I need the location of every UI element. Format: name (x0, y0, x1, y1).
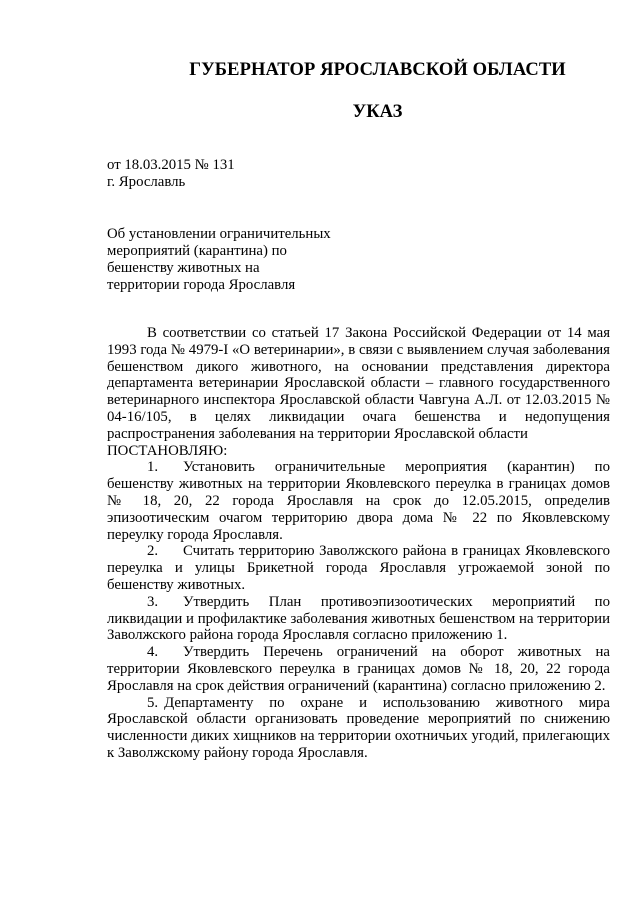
decree-item (107, 644, 610, 694)
item-number: 3. (147, 593, 159, 610)
item-text: Утвердить План противоэпизоотических мероприятий по ликвидации и профилактике заболевания животных бешенством на территории Заволжского района города Ярославля согласно приложению 1. (107, 593, 610, 644)
item-text: Установить ограничительные мероприятия (карантин) по бешенству животных на территории Яковлевского переулка в границах домов № 18, 20, 22 города Ярославля на срок до 12.05.2015, определив эпизоотическим очагом территорию двора дома № 22 по Яковлевскому переулку города Ярославля. (107, 459, 610, 543)
preamble-paragraph: В соответствии со статьей 17 Закона Российской Федерации от 14 мая 1993 года № 4979-I «О ветеринарии», в связи с выявлением случая заболевания бешенством дикого животного, на основании представления директора департамента ветеринарии Ярославской области – главного государственного ветеринарного инспектора Ярославской области Чавгуна А.Л. от 12.03.2015 № 04-16/105, в целях ликвидации очага бешенства и недопущения распространения заболевания на территории Ярославской области (107, 325, 610, 442)
subject-line: бешенству животных на (107, 260, 260, 276)
document-body (107, 325, 610, 762)
decree-item (107, 543, 610, 593)
item-text: Департаменту по охране и использованию животного мира Ярославской области организовать проведение мероприятий по снижению численности диких хищников на территории охотничьих угодий, прилегающих к Заволжскому району города Ярославля. (107, 694, 610, 761)
decree-item (107, 695, 610, 762)
document-type: УКАЗ (352, 102, 403, 122)
subject-line: мероприятий (карантина) по (107, 243, 287, 259)
item-text: Утвердить Перечень ограничений на оборот животных на территории Яковлевского переулка в границах домов № 18, 20, 22 города Ярославля на срок действия ограничений (карантина) согласно приложению 2. (107, 644, 610, 694)
item-number: 1. (147, 459, 159, 476)
date-number: от 18.03.2015 № 131 (107, 157, 235, 173)
city: г. Ярославль (107, 174, 186, 190)
decree-word: ПОСТАНОВЛЯЮ: (107, 442, 228, 459)
subject-line: Об установлении ограничительных (107, 226, 331, 242)
issuing-authority: ГУБЕРНАТОР ЯРОСЛАВСКОЙ ОБЛАСТИ (189, 60, 566, 80)
document-subject (107, 226, 331, 294)
decree-item (107, 459, 610, 543)
item-number: 2. (147, 543, 159, 560)
item-number: 4. (147, 644, 159, 661)
item-text: Считать территорию Заволжского района в границах Яковлевского переулка и улицы Брикетной города Ярославля угрожаемой зоной по бешенству животных. (107, 543, 610, 593)
item-number: 5. (147, 694, 159, 711)
subject-line: территории города Ярославля (107, 277, 296, 293)
document-meta (107, 157, 235, 191)
decree-item (107, 594, 610, 644)
